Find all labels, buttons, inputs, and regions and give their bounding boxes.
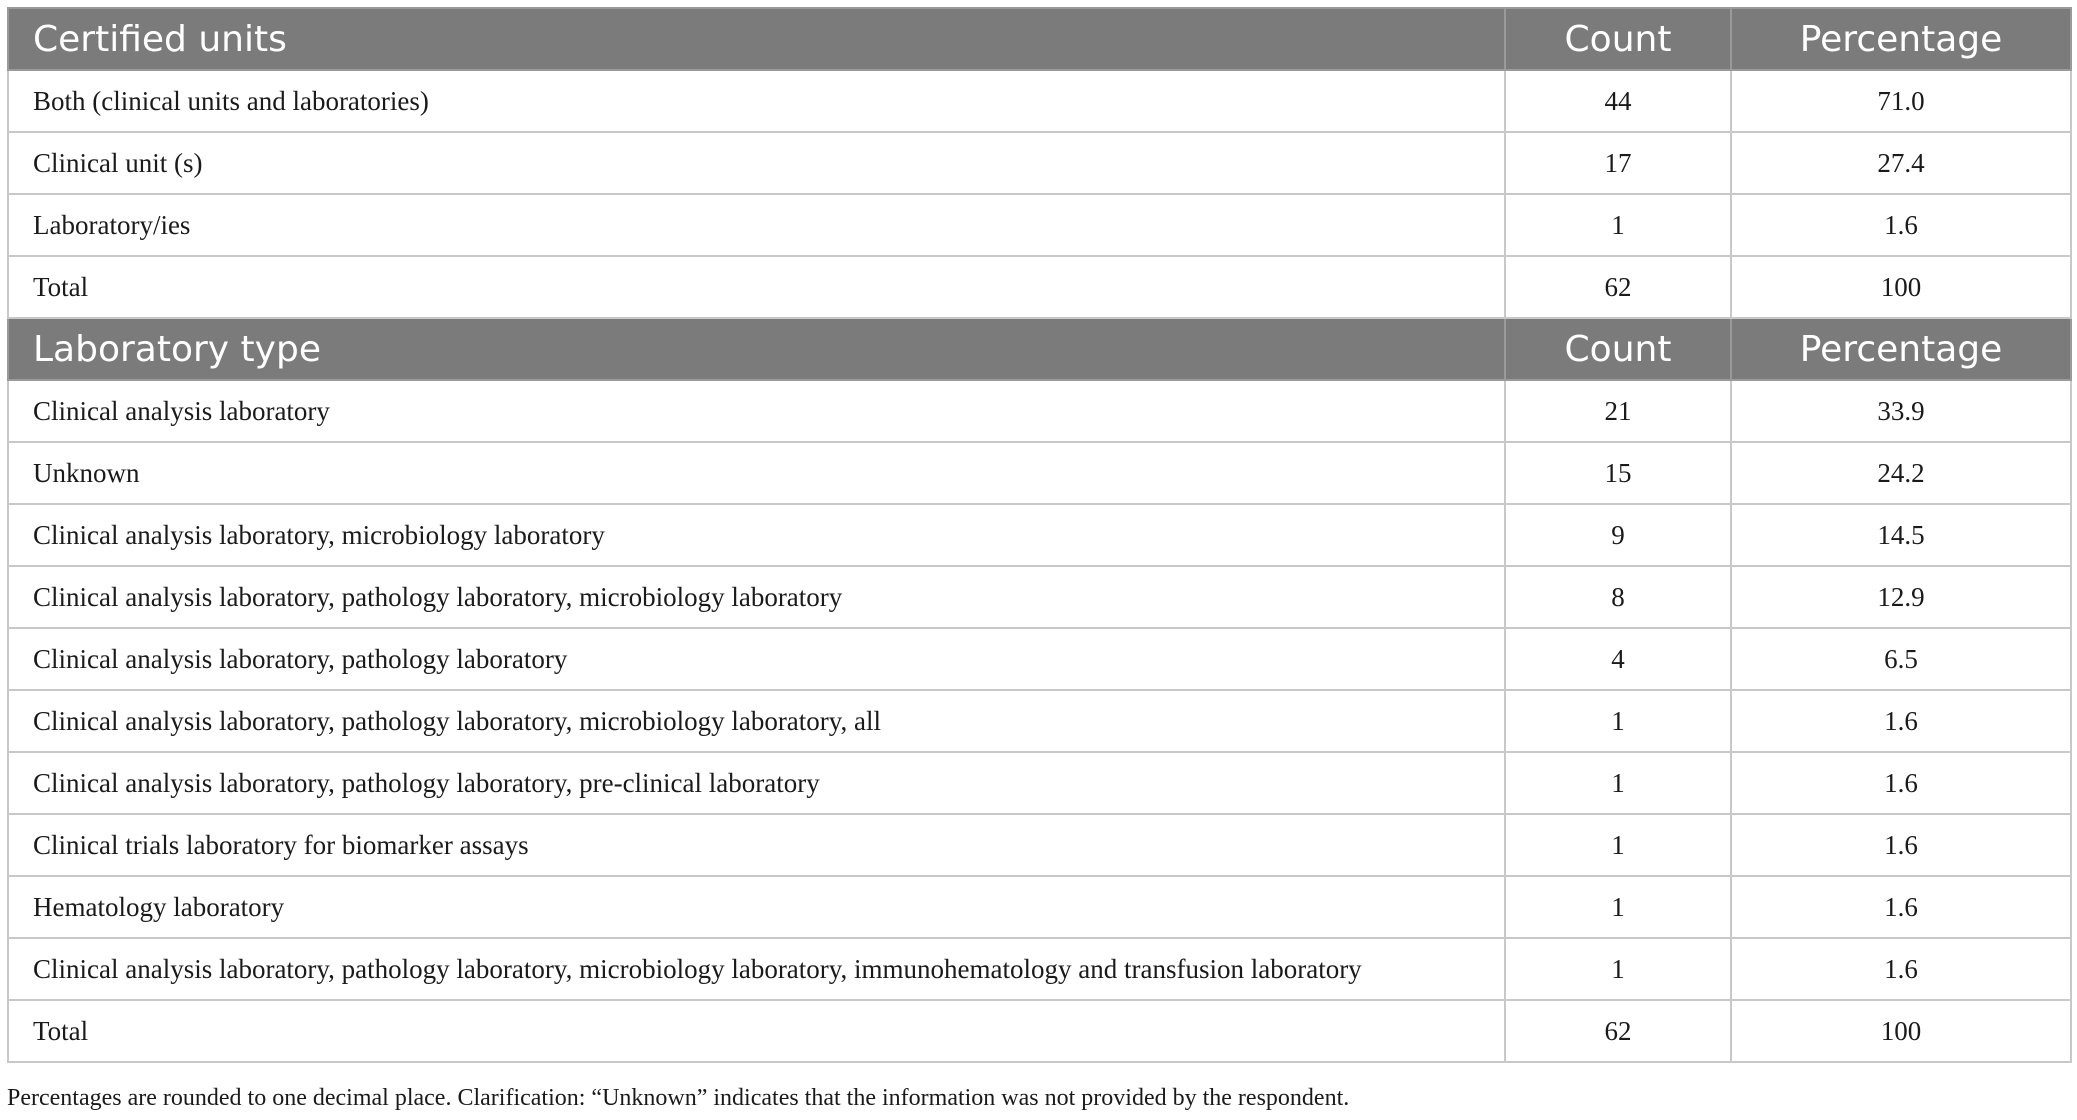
table-row — [8, 814, 2071, 876]
row-label-cell: Total — [8, 256, 1505, 318]
count-cell: 15 — [1505, 442, 1731, 504]
percentage-column-header: Percentage — [1731, 8, 2071, 70]
count-cell: 1 — [1505, 194, 1731, 256]
row-label-cell: Clinical analysis laboratory, pathology laboratory, microbiology laboratory — [8, 566, 1505, 628]
percentage-cell: 6.5 — [1731, 628, 2071, 690]
count-cell: 17 — [1505, 132, 1731, 194]
row-label-cell: Clinical unit (s) — [8, 132, 1505, 194]
row-label-cell: Laboratory/ies — [8, 194, 1505, 256]
row-label-cell: Unknown — [8, 442, 1505, 504]
count-cell: 1 — [1505, 690, 1731, 752]
percentage-cell: 1.6 — [1731, 690, 2071, 752]
table-row — [8, 442, 2071, 504]
section-header-row — [8, 318, 2071, 380]
table-row — [8, 628, 2071, 690]
count-column-header: Count — [1505, 8, 1731, 70]
table-row — [8, 938, 2071, 1000]
row-label-cell: Clinical analysis laboratory, pathology laboratory, microbiology laboratory, all — [8, 690, 1505, 752]
count-cell: 1 — [1505, 938, 1731, 1000]
percentage-cell: 1.6 — [1731, 752, 2071, 814]
percentage-cell: 1.6 — [1731, 938, 2071, 1000]
row-label-cell: Clinical analysis laboratory, pathology laboratory, microbiology laboratory, immunohematology and transfusion laboratory — [8, 938, 1505, 1000]
row-label-cell: Clinical analysis laboratory — [8, 380, 1505, 442]
count-cell: 62 — [1505, 256, 1731, 318]
percentage-cell: 71.0 — [1731, 70, 2071, 132]
table-body — [8, 8, 2071, 1062]
section-title-header: Laboratory type — [8, 318, 1505, 380]
row-label-cell: Clinical analysis laboratory, microbiology laboratory — [8, 504, 1505, 566]
count-cell: 62 — [1505, 1000, 1731, 1062]
percentage-cell: 100 — [1731, 256, 2071, 318]
table-row — [8, 690, 2071, 752]
table-row — [8, 504, 2071, 566]
percentage-cell: 1.6 — [1731, 814, 2071, 876]
percentage-cell: 12.9 — [1731, 566, 2071, 628]
table-row — [8, 256, 2071, 318]
count-cell: 8 — [1505, 566, 1731, 628]
data-table — [7, 7, 2072, 1063]
percentage-cell: 33.9 — [1731, 380, 2071, 442]
row-label-cell: Clinical analysis laboratory, pathology laboratory, pre-clinical laboratory — [8, 752, 1505, 814]
percentage-cell: 1.6 — [1731, 194, 2071, 256]
table-row — [8, 194, 2071, 256]
row-label-cell: Total — [8, 1000, 1505, 1062]
row-label-cell: Both (clinical units and laboratories) — [8, 70, 1505, 132]
table-row — [8, 380, 2071, 442]
percentage-cell: 24.2 — [1731, 442, 2071, 504]
row-label-cell: Clinical analysis laboratory, pathology laboratory — [8, 628, 1505, 690]
table-row — [8, 566, 2071, 628]
percentage-cell: 27.4 — [1731, 132, 2071, 194]
count-cell: 1 — [1505, 876, 1731, 938]
table-footnote: Percentages are rounded to one decimal place. Clarification: “Unknown” indicates that the information was not provided by the respondent. — [7, 1085, 1350, 1111]
data-table-container — [7, 7, 2070, 1063]
count-cell: 4 — [1505, 628, 1731, 690]
count-column-header: Count — [1505, 318, 1731, 380]
section-title-header: Certified units — [8, 8, 1505, 70]
table-row — [8, 752, 2071, 814]
count-cell: 1 — [1505, 752, 1731, 814]
count-cell: 44 — [1505, 70, 1731, 132]
table-row — [8, 876, 2071, 938]
percentage-cell: 1.6 — [1731, 876, 2071, 938]
count-cell: 9 — [1505, 504, 1731, 566]
table-row — [8, 132, 2071, 194]
row-label-cell: Hematology laboratory — [8, 876, 1505, 938]
percentage-column-header: Percentage — [1731, 318, 2071, 380]
count-cell: 21 — [1505, 380, 1731, 442]
percentage-cell: 100 — [1731, 1000, 2071, 1062]
table-row — [8, 70, 2071, 132]
section-header-row — [8, 8, 2071, 70]
percentage-cell: 14.5 — [1731, 504, 2071, 566]
table-row — [8, 1000, 2071, 1062]
row-label-cell: Clinical trials laboratory for biomarker assays — [8, 814, 1505, 876]
count-cell: 1 — [1505, 814, 1731, 876]
